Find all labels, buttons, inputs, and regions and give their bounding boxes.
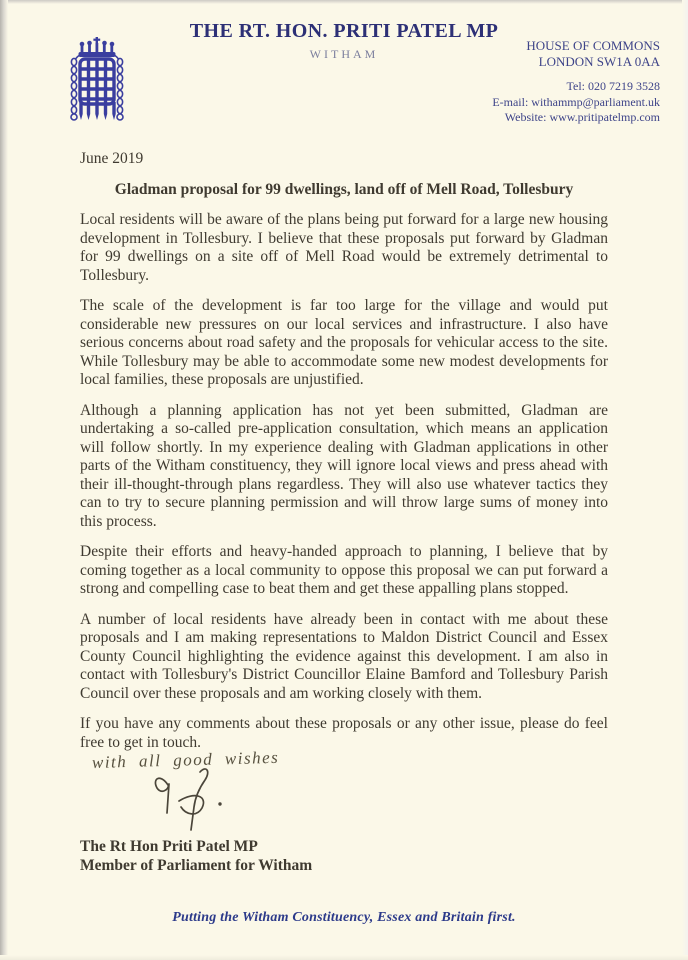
signature-scribble-icon [148,767,608,833]
signoff-name: The Rt Hon Priti Patel MP [80,837,258,855]
email-line: E-mail: withammp@parliament.uk [492,94,660,109]
paragraph-6: If you have any comments about these proposals or any other issue, please do feel free to get in touch. [80,715,608,751]
signoff-title: Member of Parliament for Witham [80,857,313,874]
paragraph-5: A number of local residents have already been in contact with me about these proposals and I am making representations to Maldon District Council and Essex County Council highlighting the evidence against this development. I am also in contact with Tollesbury's District Councillor Elaine Bamford and Tollesbury Parish Council over these proposals and am working closely with them. [80,610,608,702]
handwritten-closing: with all good wishes [91,747,280,772]
scan-edge-bottom [0,955,688,960]
portcullis-crest-icon [68,36,126,136]
paragraph-3: Although a planning application has not yet been submitted, Gladman are undertaking a so-called pre-application consultation, which means an application will follow shortly. In my experience dealing with Gladman applications in other parts of the Witham constituency, they will ignore local views and press ahead with their ill-thought-through plans regardless. They will also use whatever tactics they can to try to secure planning permission and will throw large sums of money into this process. [80,401,608,530]
paragraph-4: Despite their efforts and heavy-handed approach to planning, I believe that by coming together as a local community to oppose this proposal we can put forward a strong and compelling case to beat them and get these appalling plans stopped. [80,543,608,597]
footer-slogan: Putting the Witham Constituency, Essex and Britain first. [172,910,516,925]
letterhead-constituency: WITHAM [309,47,379,61]
paragraph-1: Local residents will be aware of the plans being put forward for a large new housing development in Tollesbury. I believe that these proposals put forward by Gladman for 99 dwellings on a site off of Mell Road would be extremely detrimental to Tollesbury. [80,211,608,284]
scan-edge-top [0,0,688,4]
address-line-1: HOUSE OF COMMONS [526,38,660,53]
letterhead-contact-block [492,38,660,126]
letter-date: June 2019 [80,150,144,167]
scan-edge-right [682,0,688,960]
address-line-2: LONDON SW1A 0AA [538,54,660,69]
letterhead-name: THE RT. HON. PRITI PATEL MP [189,20,499,42]
paragraph-2: The scale of the development is far too large for the village and would put considerable new pressures on our local services and infrastructure. I also have serious concerns about road safety and the proposals for vehicular access to the site. While Tollesbury may be able to accommodate some new modest developments for local families, these proposals are unjustified. [80,297,608,388]
letter-body [80,150,608,876]
scan-edge-left [0,0,8,960]
phone-line: Tel: 020 7219 3528 [566,79,660,93]
website-line: Website: www.pritipatelmp.com [504,110,660,124]
letter-subject: Gladman proposal for 99 dwellings, land off of Mell Road, Tollesbury [114,180,574,198]
